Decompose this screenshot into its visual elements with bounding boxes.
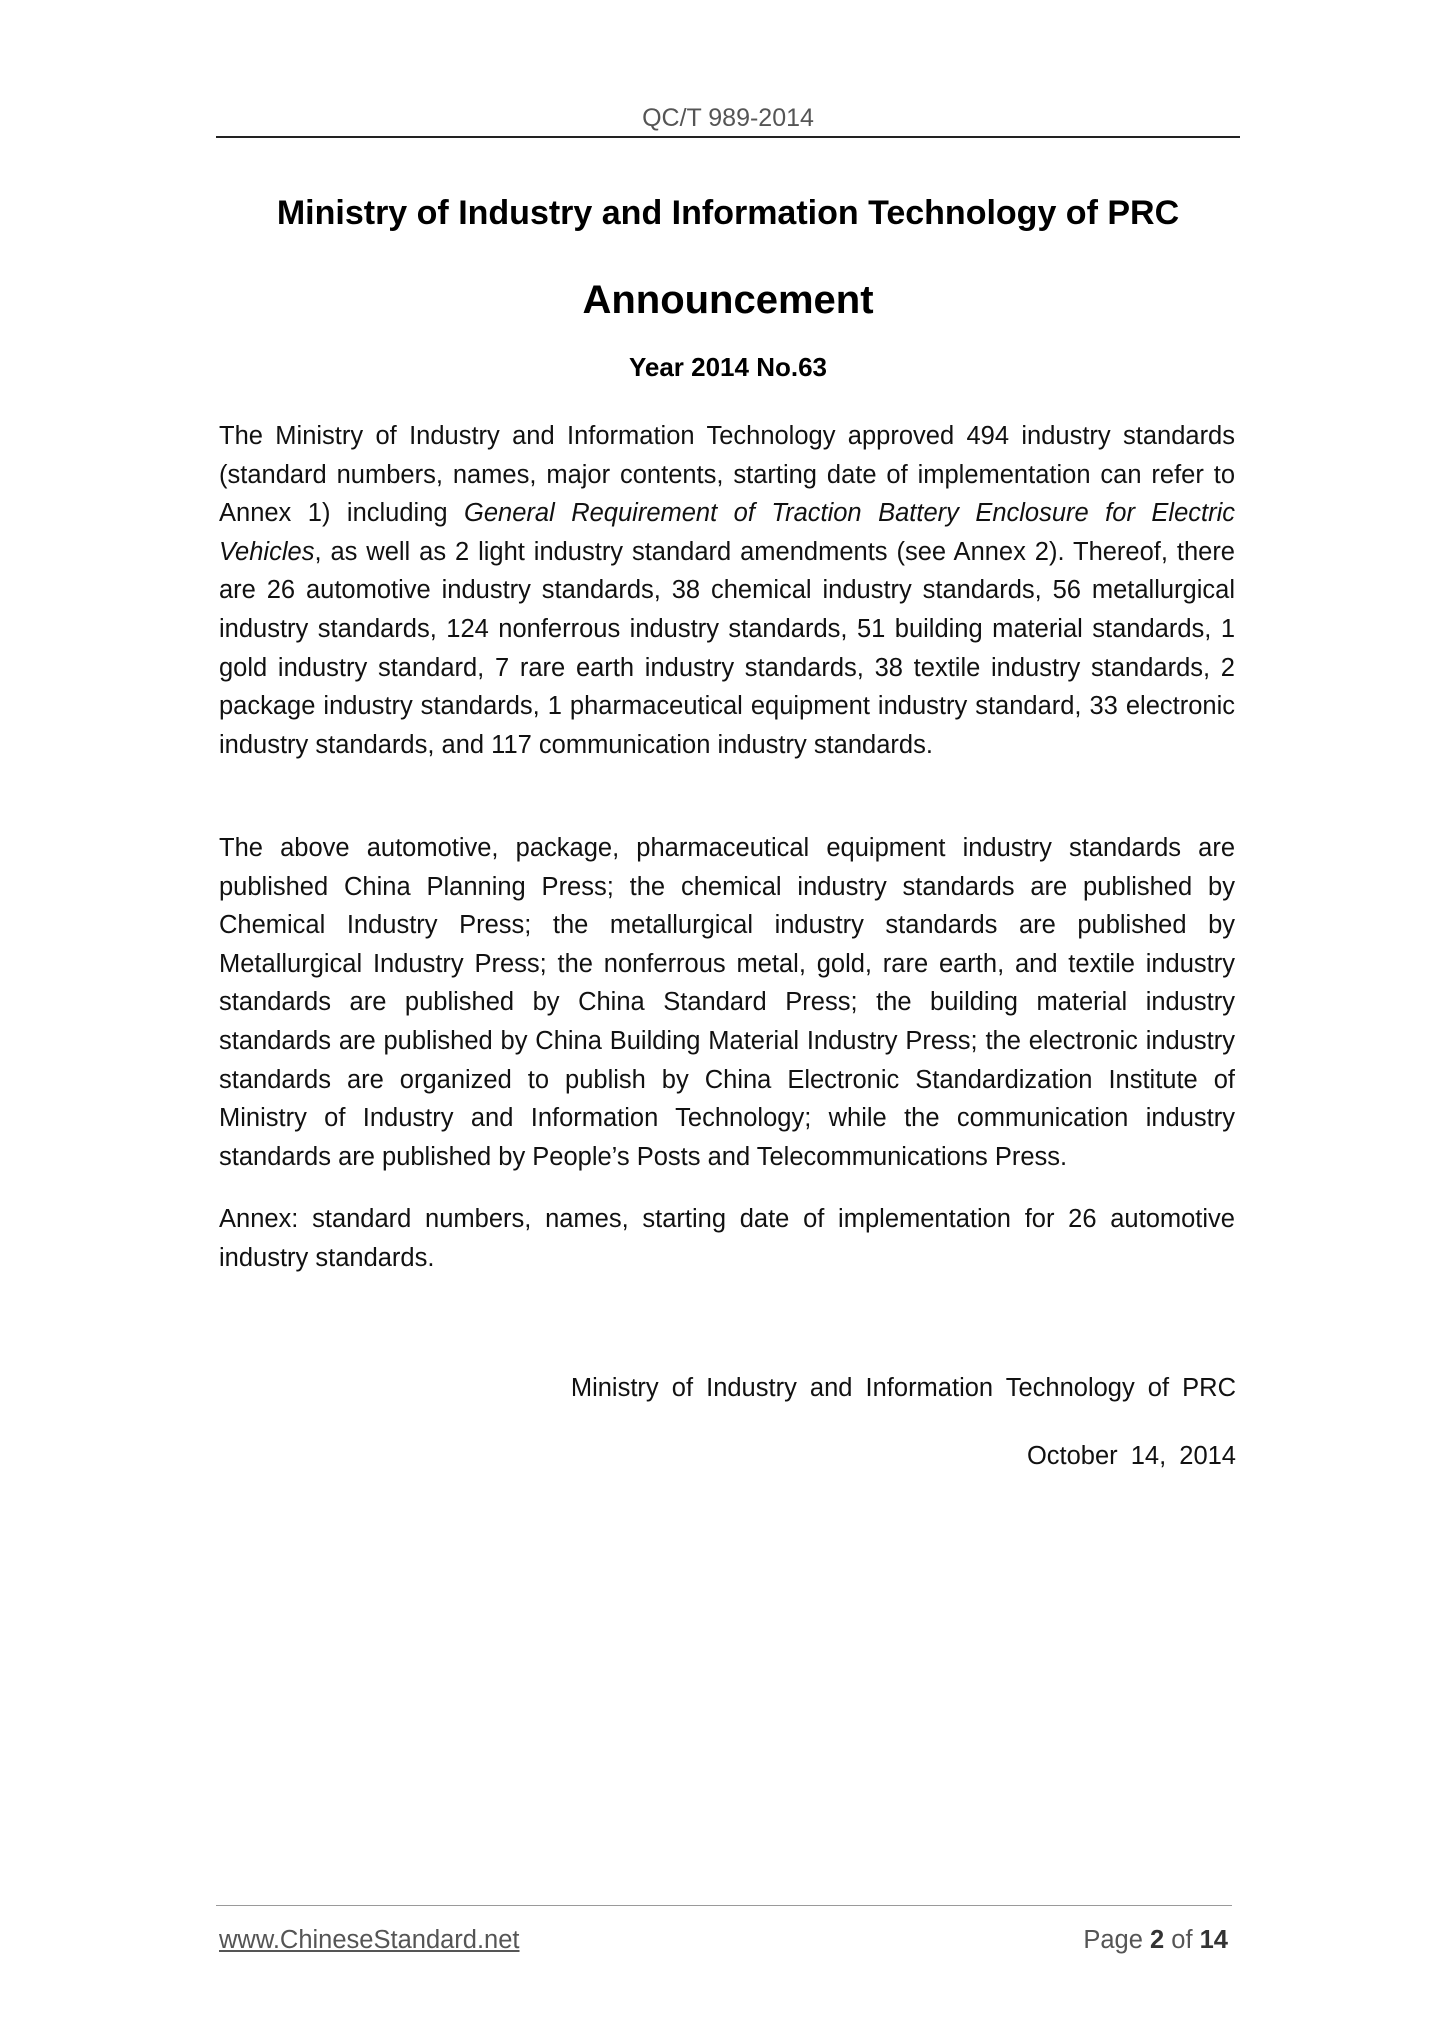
- paragraph-annex: Annex: standard numbers, names, starting date of implementation for 26 automotive industry standards.: [219, 1205, 1235, 1272]
- paragraph-approval-text-end: , as well as 2 light industry standard amendments (see Annex 2). Thereof, there are 26 automotive industry standards, 38 chemical industry standards, 56 metallurgical industry standards, 124 nonferrous industry standards, 51 building material standards, 1 gold industry standard, 7 rare earth industry standards, 38 textile industry standards, 2 package industry standards, 1 pharmaceutical equipment industry standard, 33 electronic industry standards, and 117 communication industry standards.: [219, 537, 1235, 759]
- website-link[interactable]: www.ChineseStandard.net: [219, 1926, 520, 1954]
- page-of-label: of: [1164, 1926, 1200, 1954]
- page-current-number: 2: [1150, 1926, 1165, 1954]
- paragraph-approval: [219, 417, 1235, 764]
- document-title: Announcement: [582, 278, 874, 322]
- page-total-number: 14: [1199, 1926, 1228, 1954]
- announcement-number: Year 2014 No.63: [628, 352, 828, 382]
- standard-title-italic: General Requirement of Traction Battery Enclosure for Electric Vehicles: [219, 499, 1235, 566]
- ministry-heading: Ministry of Industry and Information Technology of PRC: [276, 194, 1180, 232]
- footer-divider: [216, 1905, 1232, 1906]
- header-divider: [216, 136, 1240, 138]
- signature-date: October 14, 2014: [1026, 1442, 1236, 1470]
- signature-issuer: Ministry of Industry and Information Technology of PRC: [570, 1374, 1236, 1402]
- page-indicator: [900, 1926, 1228, 1955]
- paragraph-publishers: The above automotive, package, pharmaceutical equipment industry standards are published China Planning Press; the chemical industry standards are published by Chemical Industry Press; the metallurgical industry standards are published by Metallurgical Industry Press; the nonferrous metal, gold, rare earth, and textile industry standards are published by China Standard Press; the building material industry standards are published by China Building Material Industry Press; the electronic industry standards are organized to publish by China Electronic Standardization Institute of Ministry of Industry and Information Technology; while the communication industry standards are published by People’s Posts and Telecommunications Press.: [219, 834, 1235, 1171]
- running-header-standard-code: QC/T 989-2014: [642, 104, 814, 132]
- page-label: Page: [1083, 1926, 1150, 1954]
- paragraph-approval-text-start: The Ministry of Industry and Information Technology approved 494 industry standards (standard numbers, names, major contents, starting date of implementation can refer to Annex 1) including: [219, 422, 1235, 528]
